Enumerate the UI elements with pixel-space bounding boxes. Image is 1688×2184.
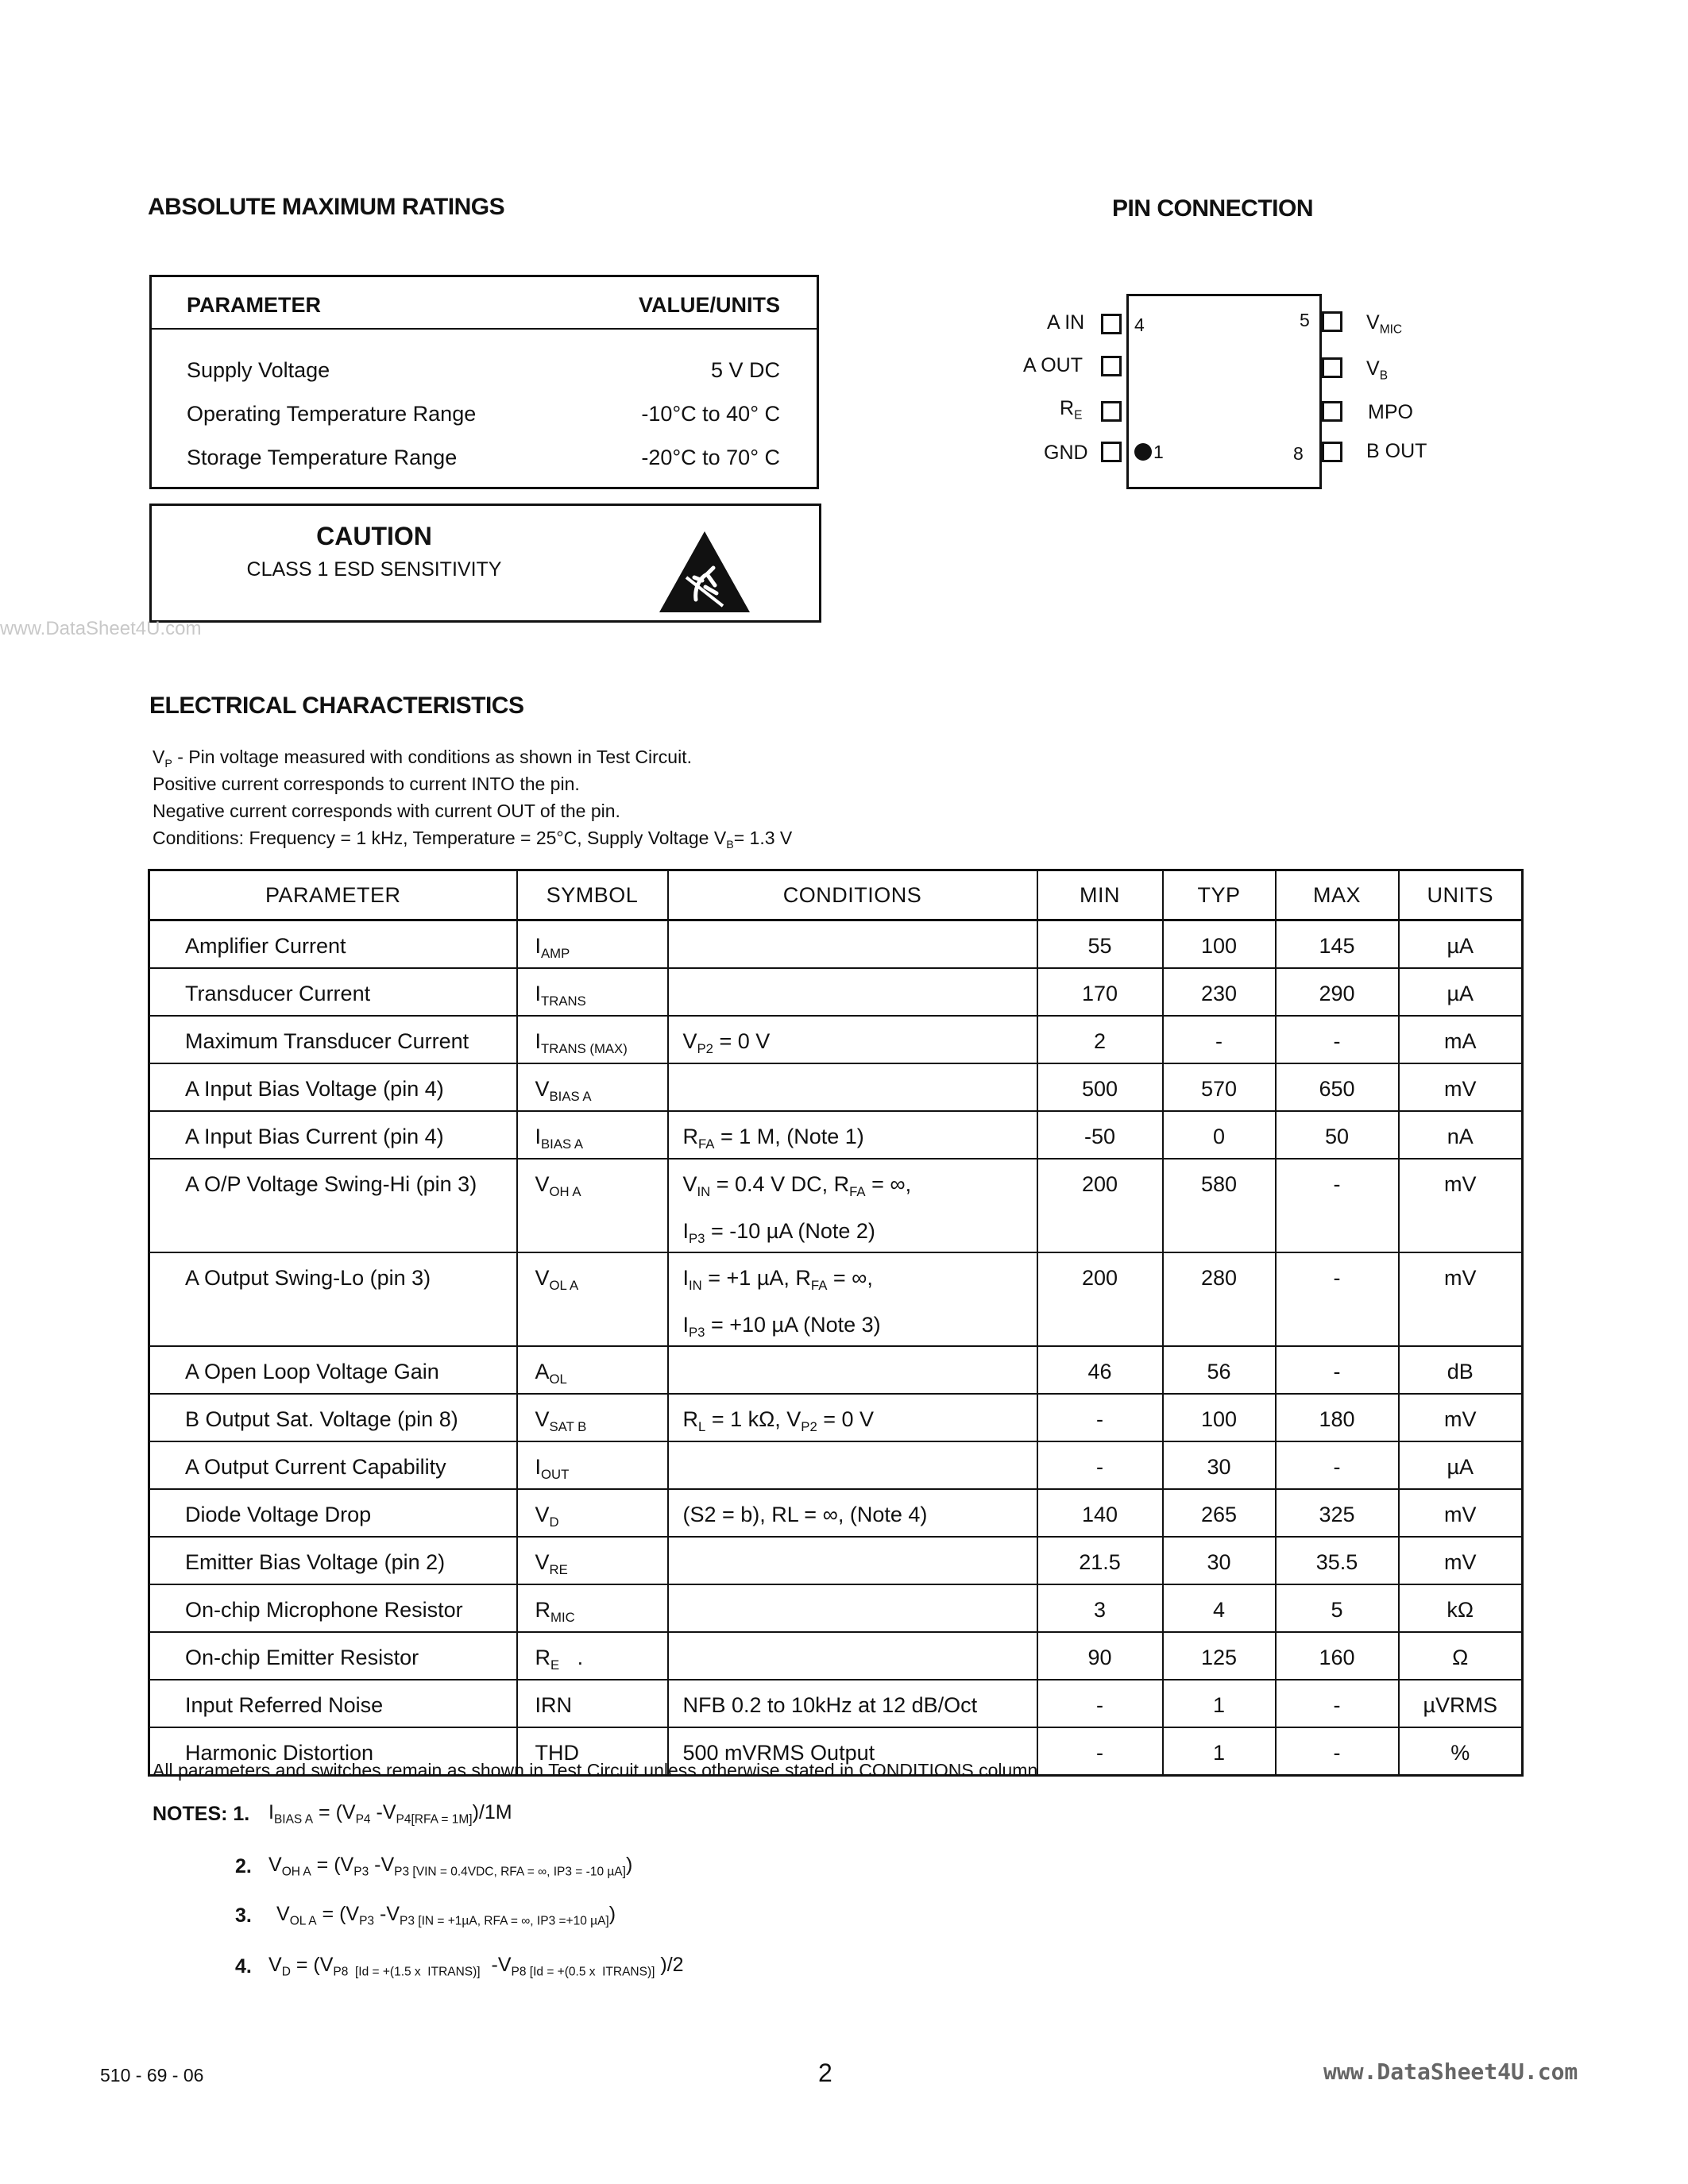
table-row	[149, 1680, 1523, 1727]
cell-parameter: Maximum Transducer Current	[149, 1016, 517, 1063]
cell-parameter: A Open Loop Voltage Gain	[149, 1346, 517, 1394]
pin-connection-title: PIN CONNECTION	[1112, 195, 1314, 222]
table-row	[149, 1537, 1523, 1584]
cell-conditions	[668, 1632, 1037, 1680]
cell-symbol: $I_{BIAS A}$	[517, 1111, 668, 1159]
cell-symbol: $V_{OH A}$	[517, 1159, 668, 1252]
note-2-number: 2.	[235, 1855, 252, 1877]
note-negative: Negative current corresponds with current OUT of the pin.	[153, 801, 620, 821]
cell-parameter: Input Referred Noise	[149, 1680, 517, 1727]
cell-symbol: $I_{TRANS (MAX)}$	[517, 1016, 668, 1063]
cell-conditions	[668, 1537, 1037, 1584]
cell-units: µA	[1399, 968, 1523, 1016]
cell-max: 5	[1276, 1584, 1399, 1632]
pin-label-vb: $V_B$	[1366, 357, 1389, 383]
cell-typ: 1	[1163, 1680, 1276, 1727]
pin1-marker-icon	[1134, 443, 1152, 461]
cell-symbol: $V_{OL A}$	[517, 1252, 668, 1346]
cell-symbol: IRN	[517, 1680, 668, 1727]
document-code: 510 - 69 - 06	[100, 2065, 204, 2086]
cell-conditions: $R_{FA} = 1$ M, (Note 1)	[668, 1111, 1037, 1159]
pin-label-re: $R_E$	[1060, 397, 1083, 423]
note-positive: Positive current corresponds to current INTO the pin.	[153, 774, 580, 794]
pin-label-a-out: A OUT	[1023, 354, 1083, 376]
abs-max-header-value: VALUE/UNITS	[638, 293, 780, 317]
abs-max-value: 5 V DC	[710, 358, 780, 382]
cell-max: 650	[1276, 1063, 1399, 1111]
caution-text: CLASS 1 ESD SENSITIVITY	[246, 558, 502, 581]
abs-max-param: Supply Voltage	[187, 358, 330, 382]
note-vp: $V_P$ - Pin voltage measured with conditions as shown in Test Circuit.	[153, 747, 692, 770]
cell-min: -	[1037, 1394, 1163, 1441]
page-number: 2	[818, 2059, 832, 2087]
cell-typ: 30	[1163, 1441, 1276, 1489]
table-row	[149, 1632, 1523, 1680]
cell-min: -50	[1037, 1111, 1163, 1159]
header-typ: TYP	[1163, 870, 1276, 920]
cell-units: Ω	[1399, 1632, 1523, 1680]
cell-min: -	[1037, 1727, 1163, 1776]
pin-2	[1101, 401, 1122, 422]
abs-max-row	[152, 446, 817, 490]
header-min: MIN	[1037, 870, 1163, 920]
cell-max: -	[1276, 1727, 1399, 1776]
table-row	[149, 920, 1523, 969]
cell-max: -	[1276, 1159, 1399, 1252]
cell-units: µVRMS	[1399, 1680, 1523, 1727]
cell-max: 160	[1276, 1632, 1399, 1680]
cell-parameter: Emitter Bias Voltage (pin 2)	[149, 1537, 517, 1584]
cell-units: mA	[1399, 1016, 1523, 1063]
electrical-title: ELECTRICAL CHARACTERISTICS	[149, 693, 524, 719]
pin-label-a-in: A IN	[1047, 311, 1085, 334]
cell-max: -	[1276, 1016, 1399, 1063]
watermark-footer: www.DataSheet4U.com	[1323, 2059, 1578, 2085]
cell-min: 46	[1037, 1346, 1163, 1394]
cell-min: 90	[1037, 1632, 1163, 1680]
note-3-number: 3.	[235, 1904, 252, 1927]
cell-symbol: $R_{MIC}$	[517, 1584, 668, 1632]
pin-label-gnd: GND	[1044, 442, 1088, 464]
cell-conditions: (S2 = b), RL = ∞, (Note 4)	[668, 1489, 1037, 1537]
table-row	[149, 968, 1523, 1016]
abs-max-param: Operating Temperature Range	[187, 402, 477, 426]
abs-max-header	[152, 277, 817, 330]
table-row	[149, 1489, 1523, 1537]
cell-min: 200	[1037, 1159, 1163, 1252]
cell-conditions: $R_L = 1$ kΩ, $V_{P2} = 0$ V	[668, 1394, 1037, 1441]
cell-typ: 125	[1163, 1632, 1276, 1680]
cell-typ: 280	[1163, 1252, 1276, 1346]
cell-parameter: A O/P Voltage Swing-Hi (pin 3)	[149, 1159, 517, 1252]
cell-symbol: $I_{OUT}$	[517, 1441, 668, 1489]
cell-units: mV	[1399, 1394, 1523, 1441]
pin-8	[1322, 442, 1342, 462]
cell-units: %	[1399, 1727, 1523, 1776]
cell-min: 21.5	[1037, 1537, 1163, 1584]
cell-typ: 1	[1163, 1727, 1276, 1776]
cell-units: µA	[1399, 1441, 1523, 1489]
cell-parameter: Harmonic Distortion	[149, 1727, 517, 1776]
abs-max-row	[152, 402, 817, 446]
cell-max: 145	[1276, 920, 1399, 969]
cell-conditions	[668, 968, 1037, 1016]
cell-min: -	[1037, 1680, 1163, 1727]
cell-max: 290	[1276, 968, 1399, 1016]
table-row	[149, 1159, 1523, 1252]
pin-number-4: 4	[1134, 314, 1145, 335]
note-conditions: Conditions: Frequency = 1 kHz, Temperature = 25°C, Supply Voltage $V_B= 1.3$ V	[153, 828, 793, 851]
pin-label-vmic: $V_{MIC}$	[1366, 311, 1403, 337]
cell-conditions: 500 mVRMS Output	[668, 1727, 1037, 1776]
note-4: $V_D = (V_{P8 [Id = +(1.5 x ITRANS)]}$ $-V_{P8 [Id = +(0.5 x ITRANS)]}$ )/2	[268, 1954, 684, 1979]
pin-label-b-out: B OUT	[1366, 440, 1427, 462]
cell-symbol: $V_{RE}$	[517, 1537, 668, 1584]
cell-min: 140	[1037, 1489, 1163, 1537]
cell-parameter: B Output Sat. Voltage (pin 8)	[149, 1394, 517, 1441]
cell-units: mV	[1399, 1159, 1523, 1252]
abs-max-row	[152, 358, 817, 403]
cell-symbol: THD	[517, 1727, 668, 1776]
cell-conditions: $V_{IN} = 0.4$ V DC, $R_{FA}$ = ∞, $I_{P3} = -10$ µA (Note 2)	[668, 1159, 1037, 1252]
note-3: $V_{OL A} = (V_{P3}$ $-V_{P3 [IN = +1\mu A, RFA = \infty, IP3 =+10 \mu A]}$)	[276, 1903, 616, 1928]
cell-conditions	[668, 1063, 1037, 1111]
cell-typ: 570	[1163, 1063, 1276, 1111]
cell-typ: 100	[1163, 920, 1276, 969]
cell-parameter: A Input Bias Current (pin 4)	[149, 1111, 517, 1159]
abs-max-title: ABSOLUTE MAXIMUM RATINGS	[148, 194, 505, 220]
cell-symbol: $A_{OL}$	[517, 1346, 668, 1394]
table-header-row	[149, 870, 1523, 920]
cell-typ: 580	[1163, 1159, 1276, 1252]
cell-typ: 230	[1163, 968, 1276, 1016]
cell-units: mV	[1399, 1537, 1523, 1584]
watermark-left: www.DataSheet4U.com	[0, 618, 202, 639]
abs-max-value: -20°C to 70° C	[641, 446, 780, 469]
pin-5	[1322, 311, 1342, 332]
cell-units: mV	[1399, 1063, 1523, 1111]
header-max: MAX	[1276, 870, 1399, 920]
cell-typ: -	[1163, 1016, 1276, 1063]
cell-parameter: Diode Voltage Drop	[149, 1489, 517, 1537]
cell-max: -	[1276, 1346, 1399, 1394]
note-1: $I_{BIAS A} = (V_{P4}$ $-V_{P4[RFA = 1M]})/1M$	[268, 1801, 512, 1827]
pin-3	[1101, 356, 1122, 376]
cell-conditions: $I_{IN} = +1$ µA, $R_{FA}$ = ∞, $I_{P3} = +10$ µA (Note 3)	[668, 1252, 1037, 1346]
cell-typ: 265	[1163, 1489, 1276, 1537]
cell-max: 325	[1276, 1489, 1399, 1537]
header-units: UNITS	[1399, 870, 1523, 920]
esd-warning-icon	[658, 530, 751, 614]
notes-label: NOTES: 1.	[153, 1803, 250, 1825]
cell-min: 3	[1037, 1584, 1163, 1632]
header-parameter: PARAMETER	[149, 870, 517, 920]
cell-typ: 56	[1163, 1346, 1276, 1394]
cell-parameter: On-chip Emitter Resistor	[149, 1632, 517, 1680]
pin-number-1: 1	[1153, 442, 1164, 462]
pin-4	[1101, 314, 1122, 334]
cell-typ: 4	[1163, 1584, 1276, 1632]
table-row	[149, 1584, 1523, 1632]
cell-max: -	[1276, 1441, 1399, 1489]
cell-max: -	[1276, 1680, 1399, 1727]
cell-min: 200	[1037, 1252, 1163, 1346]
cell-conditions	[668, 1441, 1037, 1489]
cell-max: 180	[1276, 1394, 1399, 1441]
cell-units: mV	[1399, 1489, 1523, 1537]
cell-symbol: $R_E$ .	[517, 1632, 668, 1680]
cell-symbol: $I_{TRANS}$	[517, 968, 668, 1016]
cell-units: mV	[1399, 1252, 1523, 1346]
cell-conditions: NFB 0.2 to 10kHz at 12 dB/Oct	[668, 1680, 1037, 1727]
cell-min: 55	[1037, 920, 1163, 969]
pin-7	[1322, 401, 1342, 422]
caution-title: CAUTION	[316, 522, 432, 550]
cell-symbol: $V_D$	[517, 1489, 668, 1537]
caution-box	[149, 504, 821, 623]
cell-conditions	[668, 920, 1037, 969]
table-row	[149, 1252, 1523, 1346]
cell-parameter: A Output Current Capability	[149, 1441, 517, 1489]
header-conditions: CONDITIONS	[668, 870, 1037, 920]
pin-number-5: 5	[1300, 310, 1310, 330]
pin-number-8: 8	[1293, 443, 1304, 464]
cell-max: 35.5	[1276, 1537, 1399, 1584]
pin-label-mpo: MPO	[1368, 401, 1413, 423]
cell-symbol: $V_{BIAS A}$	[517, 1063, 668, 1111]
abs-max-header-param: PARAMETER	[187, 293, 322, 317]
table-row	[149, 1111, 1523, 1159]
cell-parameter: Amplifier Current	[149, 920, 517, 969]
abs-max-value: -10°C to 40° C	[641, 402, 780, 426]
cell-parameter: A Output Swing-Lo (pin 3)	[149, 1252, 517, 1346]
cell-max: 50	[1276, 1111, 1399, 1159]
cell-min: 2	[1037, 1016, 1163, 1063]
cell-parameter: On-chip Microphone Resistor	[149, 1584, 517, 1632]
cell-min: -	[1037, 1441, 1163, 1489]
pin-6	[1322, 357, 1342, 378]
table-row	[149, 1063, 1523, 1111]
table-row	[149, 1016, 1523, 1063]
table-footnote: All parameters and switches remain as shown in Test Circuit unless otherwise stated in CONDITIONS column.	[153, 1760, 1043, 1781]
electrical-table	[148, 869, 1524, 1777]
cell-typ: 100	[1163, 1394, 1276, 1441]
note-2: $V_{OH A} = (V_{P3}$ $-V_{P3 [VIN = 0.4VDC, RFA = \infty, IP3 = -10 \mu A]}$)	[268, 1854, 633, 1879]
cell-units: nA	[1399, 1111, 1523, 1159]
cell-conditions: $V_{P2} = 0$ V	[668, 1016, 1037, 1063]
table-row	[149, 1394, 1523, 1441]
cell-min: 500	[1037, 1063, 1163, 1111]
cell-parameter: A Input Bias Voltage (pin 4)	[149, 1063, 517, 1111]
note-4-number: 4.	[235, 1955, 252, 1978]
cell-typ: 0	[1163, 1111, 1276, 1159]
cell-units: kΩ	[1399, 1584, 1523, 1632]
cell-symbol: $V_{SAT B}$	[517, 1394, 668, 1441]
table-row	[149, 1346, 1523, 1394]
cell-symbol: $I_{AMP}$	[517, 920, 668, 969]
pin-1	[1101, 442, 1122, 462]
table-row	[149, 1441, 1523, 1489]
cell-typ: 30	[1163, 1537, 1276, 1584]
cell-units: dB	[1399, 1346, 1523, 1394]
abs-max-table	[149, 275, 819, 489]
cell-parameter: Transducer Current	[149, 968, 517, 1016]
cell-max: -	[1276, 1252, 1399, 1346]
cell-conditions	[668, 1584, 1037, 1632]
cell-units: µA	[1399, 920, 1523, 969]
abs-max-param: Storage Temperature Range	[187, 446, 458, 469]
header-symbol: SYMBOL	[517, 870, 668, 920]
cell-min: 170	[1037, 968, 1163, 1016]
cell-conditions	[668, 1346, 1037, 1394]
